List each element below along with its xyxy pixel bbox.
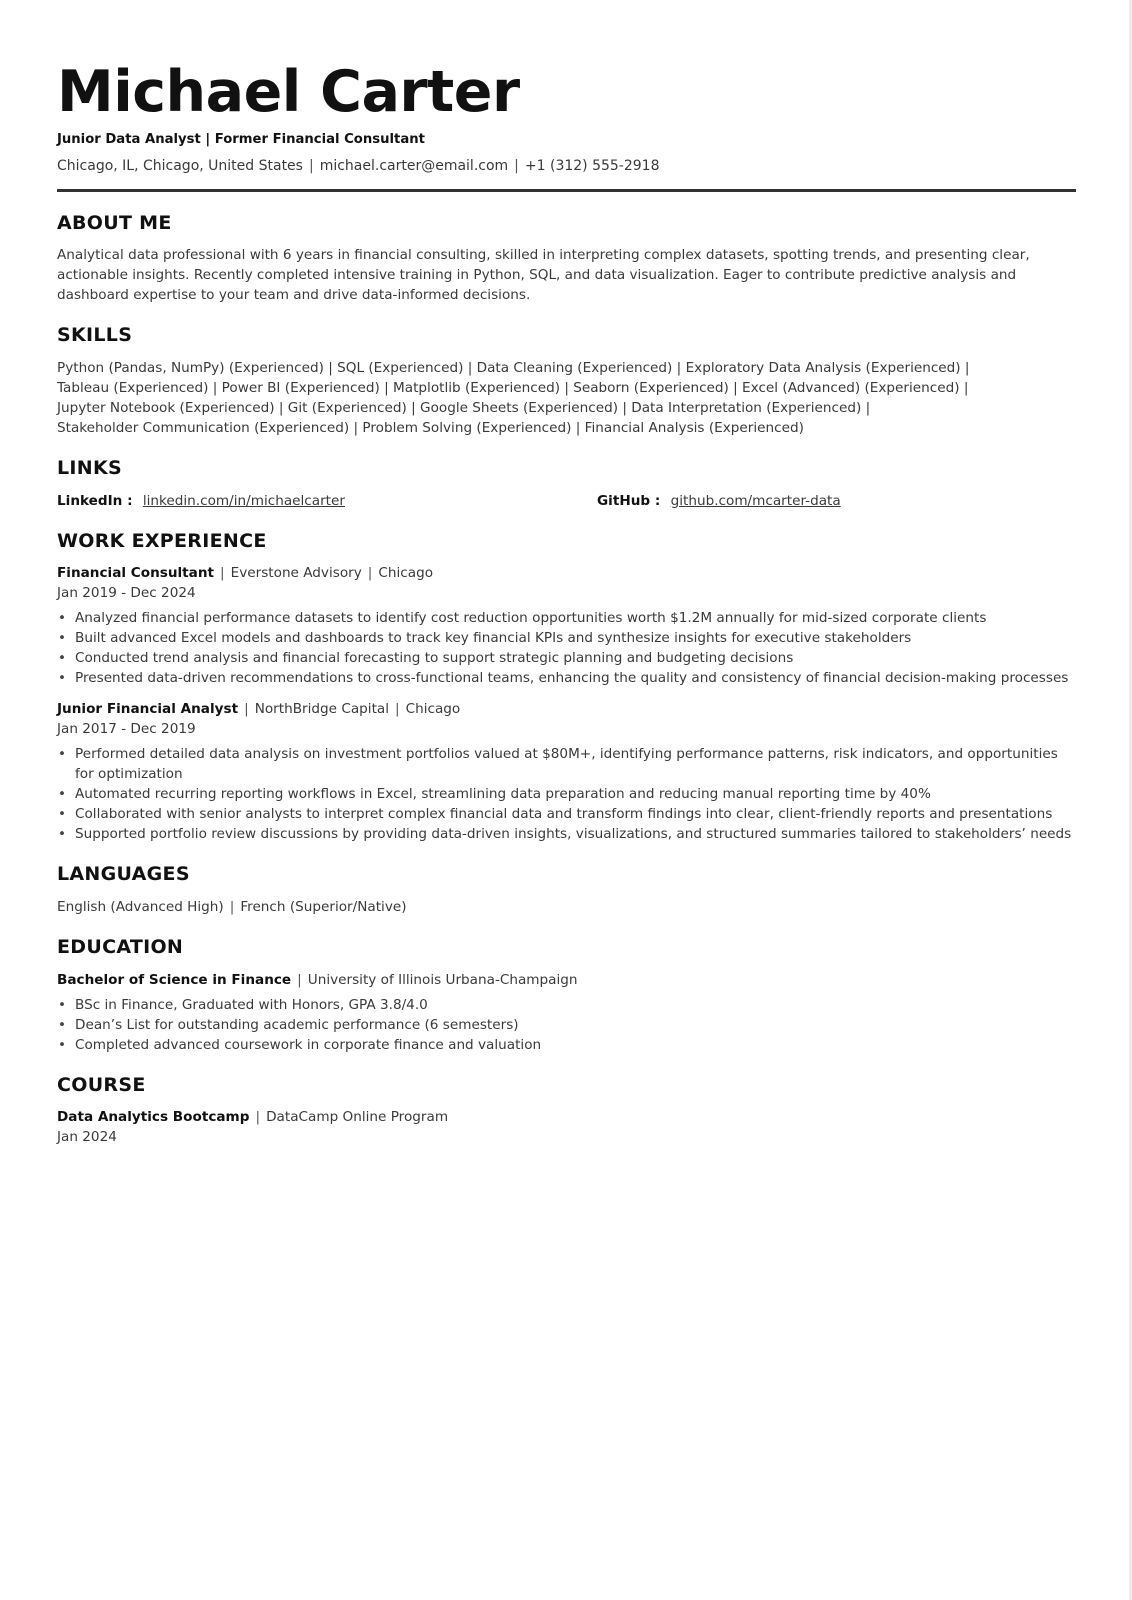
links-row <box>57 491 1076 511</box>
job-entry <box>57 699 1076 844</box>
linkedin-label: LinkedIn : <box>57 492 133 509</box>
skills-section <box>57 323 1076 438</box>
separator: | <box>255 1109 261 1126</box>
education-degree: Bachelor of Science in Finance <box>57 971 292 988</box>
job-heading <box>57 699 1076 719</box>
list-item: • Performed detailed data analysis on investment portfolios valued at $80M+, identifying performance patterns, risk indicators, and opportunities for optimization <box>57 744 1076 784</box>
course-name: Data Analytics Bootcamp <box>57 1109 250 1126</box>
github-entry <box>597 491 1132 511</box>
skills-row: Jupyter Notebook (Experienced) | Git (Experienced) | Google Sheets (Experienced) | Data Interpretation (Experienced) | <box>57 399 871 416</box>
job-company: Everstone Advisory <box>230 565 362 582</box>
job-dates: Jan 2017 - Dec 2019 <box>57 721 196 738</box>
course-date: Jan 2024 <box>57 1129 117 1146</box>
list-item: • BSc in Finance, Graduated with Honors, GPA 3.8/4.0 <box>57 995 1076 1015</box>
about-section <box>57 211 1076 306</box>
job-city: Chicago <box>405 701 461 718</box>
list-item: • Collaborated with senior analysts to interpret complex financial data and transform findings into clear, client-friendly reports and presentations <box>57 804 1076 824</box>
candidate-headline: Junior Data Analyst | Former Financial Consultant <box>57 131 425 147</box>
skills-row: Python (Pandas, NumPy) (Experienced) | SQL (Experienced) | Data Cleaning (Experienced) | Exploratory Data Analysis (Experienced) | <box>57 359 970 376</box>
job-bullets <box>57 608 1076 688</box>
separator: | <box>220 565 225 582</box>
contact-location: Chicago, IL, Chicago, United States <box>57 158 303 175</box>
list-item: • Completed advanced coursework in corporate finance and valuation <box>57 1035 1076 1055</box>
links-section <box>57 456 1076 511</box>
list-item: • Dean’s List for outstanding academic performance (6 semesters) <box>57 1015 1076 1035</box>
list-item: • Automated recurring reporting workflows in Excel, streamlining data preparation and reducing manual reporting time by 40% <box>57 784 1076 804</box>
section-title-course: COURSE <box>57 1073 146 1096</box>
languages-list <box>57 897 1076 917</box>
list-item: • Presented data-driven recommendations to cross-functional teams, enhancing the quality and consistency of financial decision-making processes <box>57 668 1076 688</box>
education-heading <box>57 970 1076 990</box>
section-title-work: WORK EXPERIENCE <box>57 529 267 552</box>
resume-header <box>57 58 1076 192</box>
linkedin-entry <box>57 491 597 511</box>
header-divider <box>57 189 1076 192</box>
contact-line <box>57 157 1076 177</box>
separator: | <box>229 899 235 916</box>
separator: | <box>308 158 314 175</box>
candidate-name: Michael Carter <box>57 59 520 125</box>
list-item: • Conducted trend analysis and financial forecasting to support strategic planning and budgeting decisions <box>57 648 1076 668</box>
education-section <box>57 935 1076 1055</box>
job-city: Chicago <box>378 565 434 582</box>
education-bullets <box>57 995 1076 1055</box>
course-section <box>57 1073 1076 1148</box>
linkedin-link[interactable]: linkedin.com/in/michaelcarter <box>142 492 345 509</box>
languages-section <box>57 862 1076 917</box>
course-heading <box>57 1107 1076 1127</box>
github-link[interactable]: github.com/mcarter-data <box>670 492 841 509</box>
job-entry <box>57 563 1076 688</box>
skills-list <box>57 358 1076 438</box>
list-item: • Built advanced Excel models and dashboards to track key financial KPIs and synthesize insights for executive stakeholders <box>57 628 1076 648</box>
about-text: Analytical data professional with 6 years in financial consulting, skilled in interpreting complex datasets, spotting trends, and presenting clear, actionable insights. Recently completed intensive training in Python, SQL, and data visualization. Eager to contribute predictive analysis and dashboard expertise to your team and drive data-informed decisions. <box>57 247 1030 304</box>
contact-phone: +1 (312) 555-2918 <box>524 158 660 175</box>
github-label: GitHub : <box>597 492 661 509</box>
job-heading <box>57 563 1076 583</box>
job-dates: Jan 2019 - Dec 2024 <box>57 585 196 602</box>
course-provider: DataCamp Online Program <box>266 1109 449 1126</box>
separator: | <box>297 971 302 988</box>
section-title-about: ABOUT ME <box>57 211 172 234</box>
separator: | <box>395 701 400 718</box>
list-item: • Supported portfolio review discussions by providing data-driven insights, visualizations, and structured summaries tailored to stakeholders’ needs <box>57 824 1076 844</box>
education-school: University of Illinois Urbana-Champaign <box>307 971 578 988</box>
language-item: French (Superior/Native) <box>240 899 407 916</box>
work-section <box>57 529 1076 845</box>
skills-row: Stakeholder Communication (Experienced) | Problem Solving (Experienced) | Financial Analysis (Experienced) <box>57 419 804 436</box>
job-company: NorthBridge Capital <box>254 701 390 718</box>
separator: | <box>367 565 373 582</box>
list-item: • Analyzed financial performance datasets to identify cost reduction opportunities worth $1.2M annually for mid-sized corporate clients <box>57 608 1076 628</box>
skills-row: Tableau (Experienced) | Power BI (Experienced) | Matplotlib (Experienced) | Seaborn (Experienced) | Excel (Advanced) (Experienced) | <box>57 379 969 396</box>
contact-email: michael.carter@email.com <box>319 158 509 175</box>
job-role: Junior Financial Analyst <box>57 701 239 718</box>
section-title-skills: SKILLS <box>57 324 133 347</box>
separator: | <box>244 701 249 718</box>
section-title-languages: LANGUAGES <box>57 863 190 886</box>
language-item: English (Advanced High) <box>57 899 224 916</box>
separator: | <box>514 158 519 175</box>
job-role: Financial Consultant <box>57 565 215 582</box>
job-bullets <box>57 744 1076 844</box>
section-title-education: EDUCATION <box>57 936 184 959</box>
section-title-links: LINKS <box>57 456 122 479</box>
